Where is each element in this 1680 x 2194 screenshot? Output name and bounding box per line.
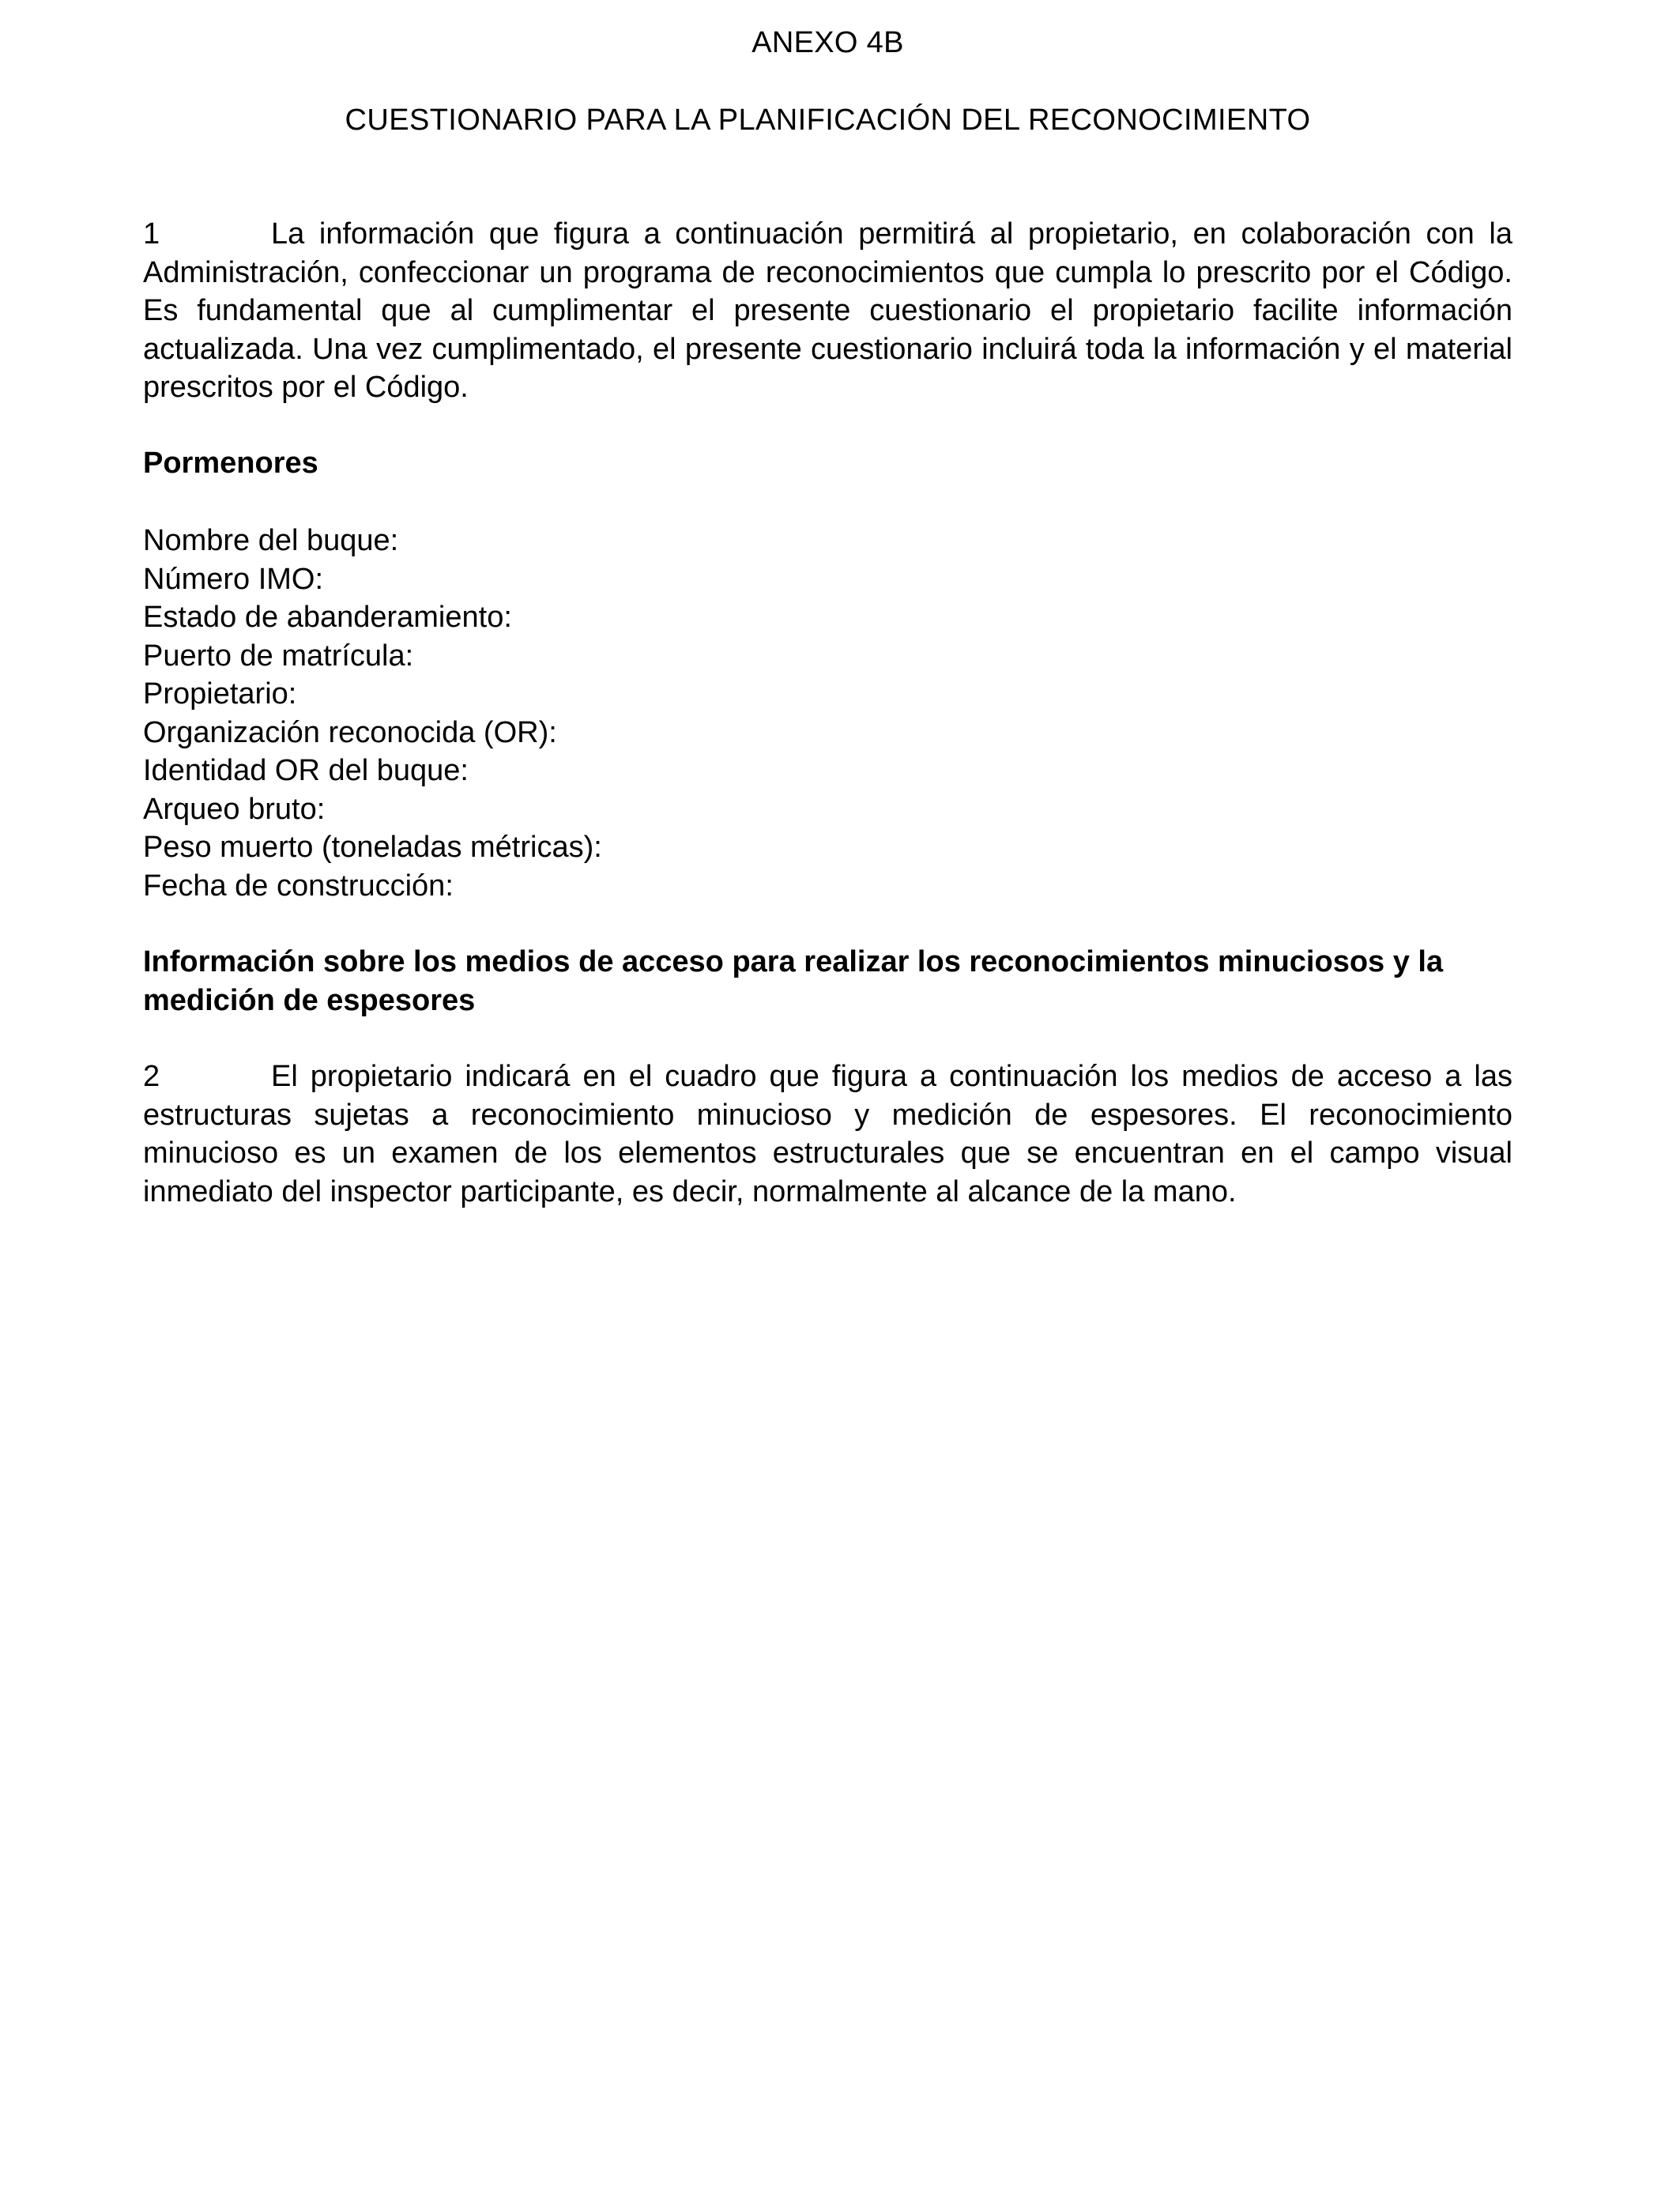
field-flag-state: Estado de abanderamiento: — [143, 601, 512, 634]
annex-title: ANEXO 4B — [751, 26, 904, 59]
field-ro-ship-identity: Identidad OR del buque: — [143, 754, 469, 787]
field-owner: Propietario: — [143, 677, 297, 711]
field-recognized-organization: Organización reconocida (OR): — [143, 715, 557, 749]
field-port-of-registry: Puerto de matrícula: — [143, 639, 414, 673]
paragraph-1-number: 1 — [143, 217, 160, 251]
paragraph-2 — [143, 1057, 1512, 1211]
paragraph-2-number: 2 — [143, 1060, 160, 1093]
paragraph-2-text: El propietario indicará en el cuadro que figura a continuación los medios de acceso a las estructuras sujetas a reconocimiento minucioso y medición de espesores. El reconocimiento minucioso es un examen de los elementos estructurales que se encuentran en el campo visual inmediato del inspector participante, es decir, normalmente al alcance de la mano. — [143, 1060, 1512, 1208]
field-imo-number: Número IMO: — [143, 562, 324, 596]
document-title: CUESTIONARIO PARA LA PLANIFICACIÓN DEL RECONOCIMIENTO — [345, 104, 1311, 137]
field-date-of-build: Fecha de construcción: — [143, 869, 454, 903]
ship-details-list — [143, 522, 1512, 905]
field-deadweight: Peso muerto (toneladas métricas): — [143, 831, 602, 864]
access-section-heading: Información sobre los medios de acceso para realizar los reconocimientos minuciosos y la medición de espesores — [143, 945, 1444, 1017]
paragraph-1-text: La información que figura a continuación permitirá al propietario, en colaboración con la Administración, confeccionar un programa de reconocimientos que cumpla lo prescrito por el Código. Es fundamental que al cumplimentar el presente cuestionario el propietario facilite información actualizada. Una vez cumplimentado, el presente cuestionario incluirá toda la información y el material prescritos por el Código. — [143, 217, 1512, 404]
pormenores-heading: Pormenores — [143, 447, 318, 480]
paragraph-1 — [143, 215, 1512, 407]
field-gross-tonnage: Arqueo bruto: — [143, 792, 326, 826]
field-ship-name: Nombre del buque: — [143, 524, 399, 557]
